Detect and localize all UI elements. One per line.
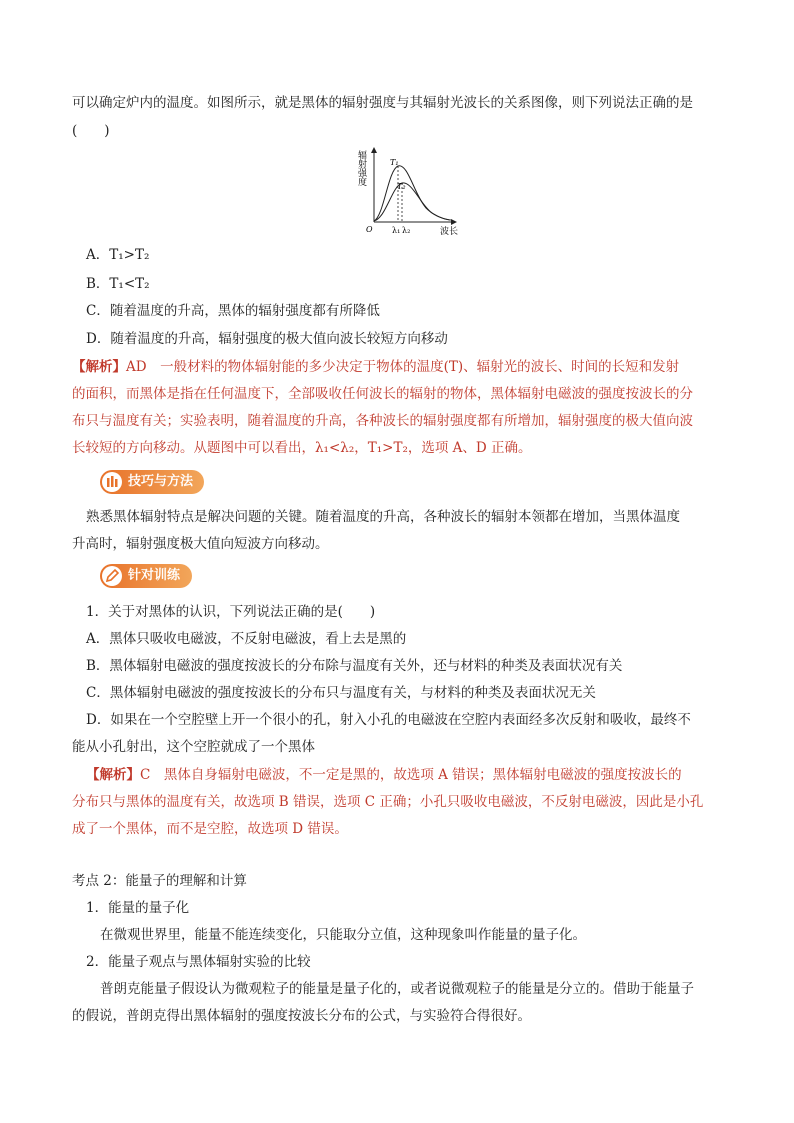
- curve-t2-label: T₂: [397, 182, 406, 191]
- kp2-heading-1: 1．能量的量子化: [86, 900, 190, 916]
- question-1-option-d-line-2: 能从小孔射出，这个空腔就成了一个黑体: [72, 739, 315, 755]
- analysis-2-text: C 黑体自身辐射电磁波，不一定是黑的，故选项 A 错误；黑体辐射电磁波的强度按波长的: [140, 767, 682, 783]
- analysis-1-text: AD 一般材料的物体辐射能的多少决定于物体的温度(T)、辐射光的波长、时间的长短和发射: [126, 359, 680, 375]
- question-1-option-d-line-1: D．如果在一个空腔壁上开一个很小的孔，射入小孔的电磁波在空腔内表面经多次反射和吸收，最终不: [86, 712, 691, 728]
- option-c: C．随着温度的升高，黑体的辐射强度都有所降低: [86, 303, 380, 319]
- tips-banner-label: 技巧与方法: [128, 474, 194, 489]
- practice-banner-label: 针对训练: [128, 568, 181, 583]
- question-1-stem: 1．关于对黑体的认识，下列说法正确的是( ): [86, 604, 376, 620]
- tips-line-1: 熟悉黑体辐射特点是解决问题的关键。随着温度的升高，各种波长的辐射本领都在增加，当黑体温度: [86, 509, 680, 525]
- tips-line-2: 升高时，辐射强度极大值向短波方向移动。: [72, 536, 329, 552]
- kp2-paragraph-1: 在微观世界里，能量不能连续变化，只能取分立值，这种现象叫作能量的量子化。: [100, 927, 586, 943]
- question-1-option-a: A．黑体只吸收电磁波，不反射电磁波，看上去是黑的: [86, 631, 407, 647]
- intro-line-2: ( ): [72, 123, 110, 139]
- analysis-tag: 【解析】: [72, 359, 126, 375]
- lambda2-label: λ₂: [402, 226, 411, 235]
- x-axis-label: 波长: [440, 227, 459, 237]
- analysis-tag: 【解析】: [86, 767, 140, 783]
- lambda1-label: λ₁: [392, 226, 401, 235]
- kp2-title: 考点 2：能量子的理解和计算: [72, 873, 247, 889]
- intro-line-1: 可以确定炉内的温度。如图所示，就是黑体的辐射强度与其辐射光波长的关系图像，则下列说法正确的是: [72, 95, 693, 111]
- origin-label: O: [366, 225, 373, 234]
- question-1-option-c: C．黑体辐射电磁波的强度按波长的分布只与温度有关，与材料的种类及表面状况无关: [86, 685, 596, 701]
- analysis-2-line-2: 分布只与黑体的温度有关，故选项 B 错误，选项 C 正确；小孔只吸收电磁波，不反射电磁波，因此是小孔: [72, 794, 704, 810]
- blackbody-radiation-figure: [356, 146, 470, 238]
- curve-t1: [374, 166, 450, 221]
- kp2-paragraph-2-line-2: 的假说，普朗克得出黑体辐射的强度按波长分布的公式，与实验符合得很好。: [72, 1008, 531, 1024]
- kp2-paragraph-2-line-1: 普朗克能量子假设认为微观粒子的能量是量子化的，或者说微观粒子的能量是分立的。借助于能量子: [100, 981, 694, 997]
- analysis-1-line-4: 长较短的方向移动。从题图中可以看出，λ₁<λ₂，T₁>T₂，选项 A、D 正确。: [72, 440, 532, 456]
- y-axis-label: 辐射强度: [356, 150, 366, 186]
- analysis-2-line-3: 成了一个黑体，而不是空腔，故选项 D 错误。: [72, 821, 348, 837]
- option-d: D．随着温度的升高，辐射强度的极大值向波长较短方向移动: [86, 331, 448, 347]
- option-a: A．T₁>T₂: [86, 247, 150, 263]
- analysis-1-line-1: [72, 358, 679, 376]
- option-b: B．T₁<T₂: [86, 276, 150, 292]
- tips-banner: [100, 470, 204, 494]
- question-1-option-b: B．黑体辐射电磁波的强度按波长的分布除与温度有关外，还与材料的种类及表面状况有关: [86, 658, 623, 674]
- practice-banner: [100, 564, 192, 588]
- analysis-1-line-3: 布只与温度有关；实验表明，随着温度的升高，各种波长的辐射强度都有所增加，辐射强度的极大值向波: [72, 413, 693, 429]
- pencil-icon: [102, 566, 122, 586]
- curve-t2: [374, 183, 452, 221]
- curve-t1-label: T₁: [390, 158, 399, 167]
- analysis-2-line-1: [86, 766, 682, 784]
- analysis-1-line-2: 的面积，而黑体是指在任何温度下，全部吸收任何波长的辐射的物体，黑体辐射电磁波的强度按波长的分: [72, 386, 693, 402]
- bars-icon: [102, 472, 122, 492]
- kp2-heading-2: 2．能量子观点与黑体辐射实验的比较: [86, 954, 311, 970]
